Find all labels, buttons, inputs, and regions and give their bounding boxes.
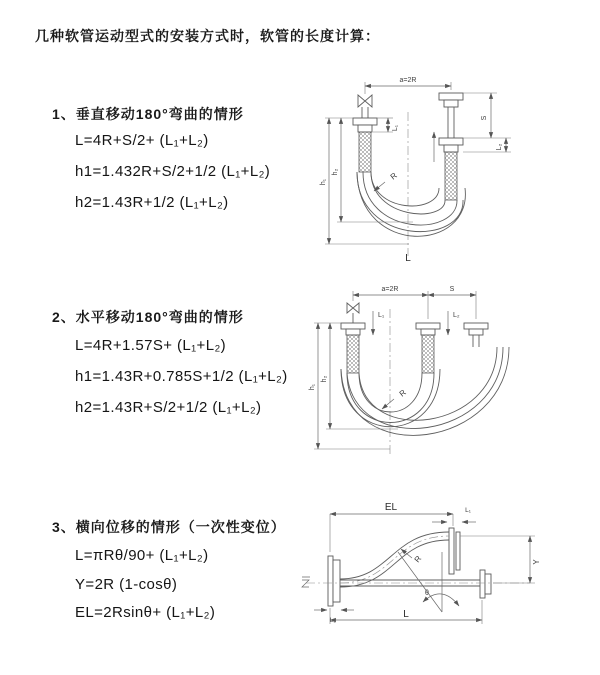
- section3-formula-l: L=πRθ/90+ (L₁+L₂): [75, 547, 209, 564]
- right-pipe-assembly: [464, 323, 488, 347]
- dim-label-a2r: a=2R: [381, 286, 399, 293]
- radius-callout: [374, 171, 399, 191]
- dim-label-theta: θ: [425, 590, 429, 597]
- left-pipe-assembly: [341, 323, 365, 373]
- right-pipe-assembly: [434, 93, 463, 200]
- dim-label-s: S: [481, 115, 488, 121]
- dim-label-l1: L₁: [465, 507, 471, 514]
- dimension-a2r: [365, 77, 451, 94]
- section1-formula-h2: h2=1.43R+1/2 (L₁+L₂): [75, 194, 229, 211]
- dimension-travel-s: [463, 93, 511, 138]
- lower-right-flange: [480, 570, 491, 598]
- section1-formula-h1: h1=1.432R+S/2+1/2 (L₁+L₂): [75, 163, 271, 180]
- datum-mark-icon: [302, 577, 310, 587]
- dim-label-r: R: [388, 170, 399, 182]
- radius-callout: [401, 549, 423, 564]
- diagram-lateral-displacement-drawing: [298, 496, 593, 631]
- dim-label-y: Y: [532, 559, 541, 565]
- section1-formula-l: L=4R+S/2+ (L₁+L₂): [75, 132, 209, 149]
- upper-flange: [449, 528, 460, 574]
- diagram-horizontal-180: [306, 281, 576, 471]
- diagram-vertical-180-drawing: [313, 70, 568, 265]
- dim-label-r: R: [412, 554, 424, 565]
- dimension-h2: [332, 118, 413, 222]
- dim-label-h2: h₂: [321, 375, 328, 383]
- dim-label-h1: h₁: [309, 383, 316, 391]
- dimension-fitting-right: [463, 138, 511, 152]
- diagram-horizontal-180-drawing: [306, 281, 576, 466]
- dim-label-h2: h₂: [332, 168, 339, 176]
- dim-label-l-total: L: [405, 253, 411, 264]
- dimension-fitting-mid: [448, 311, 460, 335]
- dimension-y: [460, 536, 541, 583]
- dimension-a2r: [353, 286, 428, 319]
- dim-label-l1: L₁: [392, 124, 399, 132]
- dim-label-a2r: a=2R: [399, 77, 417, 84]
- dimension-travel-s: [428, 286, 476, 319]
- dim-label-el: EL: [384, 502, 398, 513]
- dimension-el: [330, 502, 453, 552]
- diagram-lateral-displacement: [298, 496, 593, 636]
- section3-formula-y: Y=2R (1-cosθ): [75, 576, 178, 593]
- dim-label-l: L: [403, 609, 409, 620]
- section3-heading: 3、横向位移的情形（一次性变位）: [52, 519, 286, 535]
- diagram-vertical-180: [313, 70, 568, 270]
- section3-formula-el: EL=2Rsinθ+ (L₁+L₂): [75, 604, 216, 621]
- radius-callout: [382, 388, 408, 409]
- section2-heading: 2、水平移动180°弯曲的情形: [52, 309, 244, 325]
- dim-label-l2: L₂: [453, 312, 460, 319]
- dim-label-l2: L₂: [329, 617, 337, 624]
- hose-s-curve: [340, 532, 449, 587]
- section1-heading: 1、垂直移动180°弯曲的情形: [52, 106, 244, 122]
- middle-pipe-assembly: [416, 323, 440, 373]
- left-pipe-assembly: [353, 107, 377, 172]
- dim-label-s: S: [449, 286, 455, 293]
- dim-label-l2: L₂: [496, 143, 503, 151]
- section2-formula-l: L=4R+1.57S+ (L₁+L₂): [75, 337, 227, 354]
- dim-label-l1: L₁: [378, 312, 385, 319]
- valve-icon: [358, 95, 372, 107]
- dim-label-r: R: [397, 387, 408, 399]
- section2-formula-h2: h2=1.43R+S/2+1/2 (L₁+L₂): [75, 399, 262, 416]
- dimension-fitting-left-bottom: [314, 610, 354, 624]
- dimension-fitting-top: [432, 507, 476, 522]
- dim-label-h1: h₁: [320, 178, 327, 186]
- valve-icon: [347, 303, 359, 323]
- section2-formula-h1: h1=1.43R+0.785S+1/2 (L₁+L₂): [75, 368, 288, 385]
- left-flange: [328, 556, 340, 606]
- page-title: 几种软管运动型式的安装方式时，软管的长度计算：: [35, 28, 380, 44]
- dimension-fitting-left: [373, 311, 385, 335]
- dimension-l-total: [330, 600, 482, 624]
